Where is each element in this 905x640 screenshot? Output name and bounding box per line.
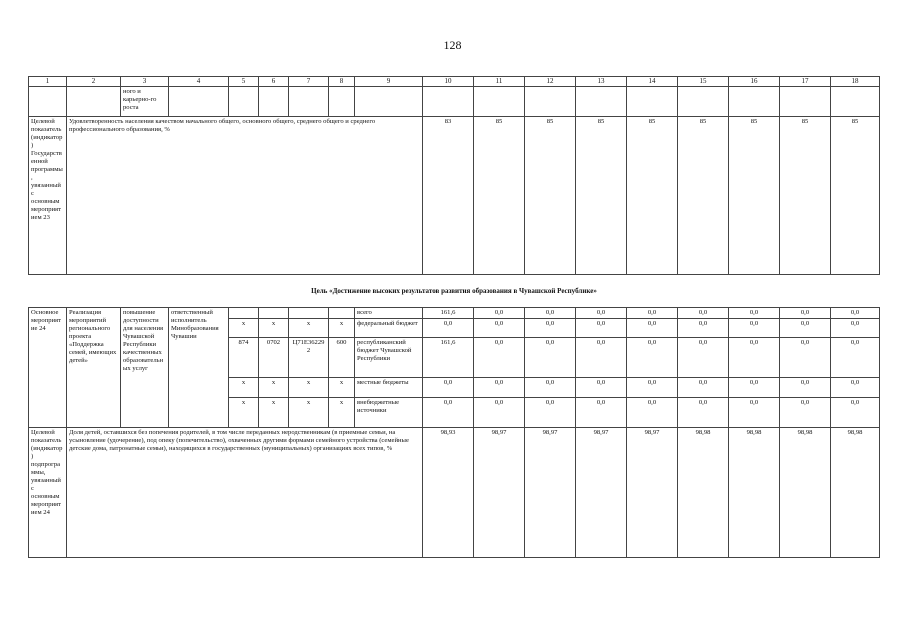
header-cell: 14 [627,77,678,87]
indicator-text: Доля детей, оставшихся без попечения родителей, в том числе переданных неродственникам (в приемные семьи, на усыновление (удочерение), под опеку (попечительство), охваченных другими формами семейного устройства (семейные детские дома, патронатные семьи), находящихся в государственных (муниципальных) организациях всех типов, % [67,428,423,558]
header-cell: 3 [121,77,169,87]
amount-cell: 0,0 [780,378,831,398]
code-cell: 874 [229,338,259,378]
funding-source: всего [355,308,423,319]
amount-cell: 0,0 [627,308,678,319]
amount-cell: 0,0 [525,398,576,428]
indicator-value: 85 [627,117,678,275]
amount-cell: 0,0 [678,398,729,428]
indicator-label: Целевой показатель (индикатор) Государственной программы, увязанный с основным мероприятием 23 [29,117,67,275]
empty-cell [627,87,678,117]
empty-cell [831,87,880,117]
empty-cell [67,87,121,117]
indicator-label: Целевой показатель (индикатор) подпрограммы, увязанный с основным мероприятием 24 [29,428,67,558]
indicator-value: 85 [474,117,525,275]
amount-cell: 0,0 [831,398,880,428]
header-cell: 10 [423,77,474,87]
indicator-value: 98,98 [780,428,831,558]
indicator-value: 98,98 [729,428,780,558]
amount-cell: 0,0 [831,319,880,338]
code-cell: x [259,398,289,428]
funding-source: федеральный бюджет [355,319,423,338]
header-cell: 6 [259,77,289,87]
continuation-row [29,87,880,117]
empty-cell [289,87,329,117]
amount-cell: 0,0 [831,378,880,398]
code-cell [329,308,355,319]
amount-cell: 0,0 [474,319,525,338]
amount-cell: 0,0 [627,338,678,378]
code-cell: x [289,378,329,398]
indicator-value: 85 [678,117,729,275]
amount-cell: 0,0 [678,319,729,338]
amount-cell: 0,0 [525,378,576,398]
amount-cell: 0,0 [576,308,627,319]
code-cell: x [229,398,259,428]
amount-cell: 0,0 [780,308,831,319]
empty-cell [576,87,627,117]
code-cell: Ц71Е362292 [289,338,329,378]
empty-cell [423,87,474,117]
amount-cell: 0,0 [729,378,780,398]
amount-cell: 0,0 [627,319,678,338]
empty-cell [259,87,289,117]
amount-cell: 161,6 [423,308,474,319]
code-cell: x [289,319,329,338]
code-cell [289,308,329,319]
indicator-value: 85 [780,117,831,275]
measure-label: Основное мероприятие 24 [29,308,67,428]
measure-purpose: повышение доступности для населения Чувашской Республики качественных образовательных услуг [121,308,169,428]
header-cell: 9 [355,77,423,87]
indicator-value: 98,98 [831,428,880,558]
code-cell: x [259,378,289,398]
empty-cell [474,87,525,117]
header-cell: 18 [831,77,880,87]
amount-cell: 0,0 [780,338,831,378]
amount-cell: 0,0 [576,319,627,338]
header-cell: 11 [474,77,525,87]
funding-source: внебюджетные источники [355,398,423,428]
amount-cell: 0,0 [576,338,627,378]
amount-cell: 0,0 [576,398,627,428]
code-cell: x [259,319,289,338]
empty-cell [29,87,67,117]
amount-cell: 0,0 [627,398,678,428]
amount-cell: 0,0 [729,398,780,428]
code-cell: x [229,378,259,398]
empty-cell [229,87,259,117]
measure-name: Реализация мероприятий регионального проекта «Поддержка семей, имеющих детей» [67,308,121,428]
amount-cell: 0,0 [627,378,678,398]
indicator-value: 85 [729,117,780,275]
code-cell: x [229,319,259,338]
indicator-value: 85 [576,117,627,275]
header-cell: 12 [525,77,576,87]
header-cell: 17 [780,77,831,87]
indicator-value: 98,98 [678,428,729,558]
empty-cell [729,87,780,117]
code-cell: 0702 [259,338,289,378]
amount-cell: 0,0 [678,338,729,378]
amount-cell: 0,0 [423,378,474,398]
amount-cell: 0,0 [474,308,525,319]
header-cell: 7 [289,77,329,87]
code-cell: x [329,398,355,428]
empty-cell [169,87,229,117]
code-cell: x [289,398,329,428]
indicator-value: 83 [423,117,474,275]
amount-cell: 0,0 [678,378,729,398]
indicator-value: 98,93 [423,428,474,558]
header-cell: 13 [576,77,627,87]
code-cell: x [329,378,355,398]
indicator-value: 98,97 [576,428,627,558]
table-lower [28,307,880,558]
header-cell: 5 [229,77,259,87]
amount-cell: 0,0 [678,308,729,319]
amount-cell: 0,0 [576,378,627,398]
amount-cell: 0,0 [729,308,780,319]
indicator-value: 98,97 [474,428,525,558]
empty-cell [329,87,355,117]
amount-cell: 0,0 [474,398,525,428]
indicator-value: 85 [831,117,880,275]
amount-cell: 0,0 [780,398,831,428]
indicator-value: 98,97 [525,428,576,558]
amount-cell: 0,0 [525,308,576,319]
header-cell: 1 [29,77,67,87]
code-cell: 600 [329,338,355,378]
indicator-value: 98,97 [627,428,678,558]
amount-cell: 161,6 [423,338,474,378]
amount-cell: 0,0 [780,319,831,338]
empty-cell [780,87,831,117]
indicator-24-row [29,428,880,558]
amount-cell: 0,0 [831,338,880,378]
header-cell: 4 [169,77,229,87]
indicator-value: 85 [525,117,576,275]
amount-cell: 0,0 [423,398,474,428]
empty-cell [678,87,729,117]
amount-cell: 0,0 [423,319,474,338]
code-cell: x [329,319,355,338]
amount-cell: 0,0 [474,338,525,378]
amount-cell: 0,0 [525,319,576,338]
measure-executor: ответственный исполнитель Минобразования Чувашии [169,308,229,428]
funding-source: местные бюджеты [355,378,423,398]
header-row [29,77,880,87]
purpose-continuation: ного и карьерно-го роста [121,87,169,117]
amount-cell: 0,0 [729,338,780,378]
amount-cell: 0,0 [525,338,576,378]
measure-row-total [29,308,880,319]
header-cell: 15 [678,77,729,87]
amount-cell: 0,0 [831,308,880,319]
funding-source: республиканский бюджет Чувашской Республики [355,338,423,378]
code-cell [259,308,289,319]
indicator-23-row [29,117,880,275]
header-cell: 16 [729,77,780,87]
page-number: 128 [443,38,462,52]
empty-cell [525,87,576,117]
goal-heading: Цель «Достижение высоких результатов развития образования в Чувашской Республике» [311,287,597,295]
indicator-text: Удовлетворенность населения качеством начального общего, основного общего, среднего общего и среднего профессионального образования, % [67,117,423,275]
amount-cell: 0,0 [729,319,780,338]
empty-cell [355,87,423,117]
header-cell: 2 [67,77,121,87]
header-cell: 8 [329,77,355,87]
table-upper [28,76,880,275]
amount-cell: 0,0 [474,378,525,398]
code-cell [229,308,259,319]
